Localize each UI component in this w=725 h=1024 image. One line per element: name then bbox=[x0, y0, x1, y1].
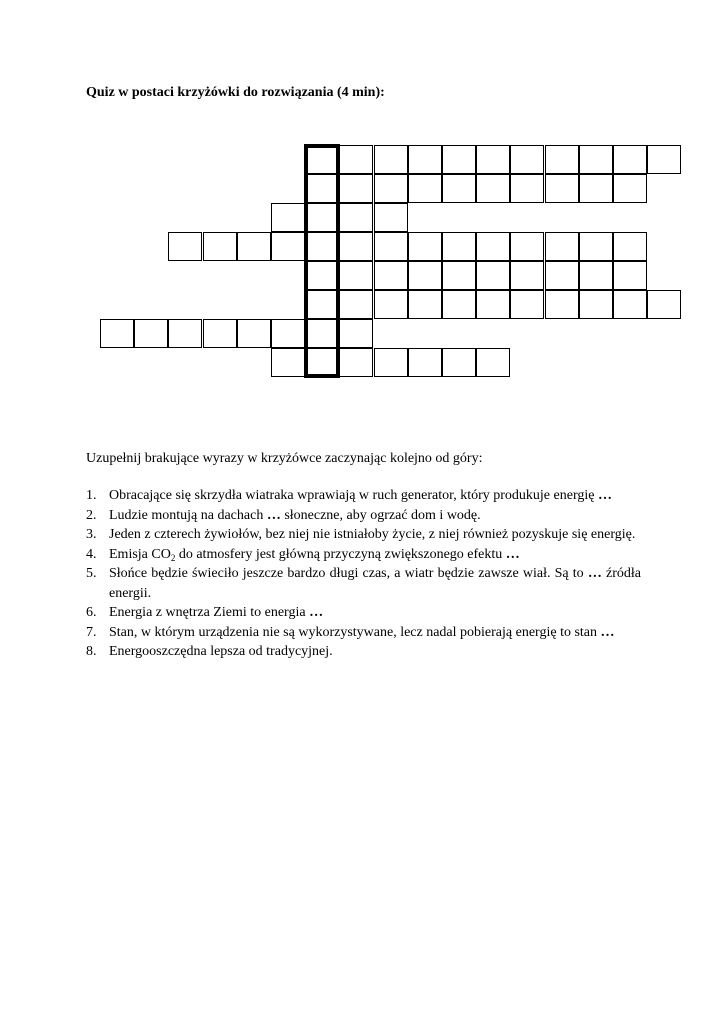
crossword-cell[interactable] bbox=[408, 145, 442, 174]
crossword-cell[interactable] bbox=[613, 261, 647, 290]
crossword-cell[interactable] bbox=[442, 290, 476, 319]
crossword-cell[interactable] bbox=[579, 145, 613, 174]
instruction-text: Uzupełnij brakujące wyrazy w krzyżówce zaczynając kolejno od góry: bbox=[86, 451, 483, 466]
crossword-cell[interactable] bbox=[203, 232, 237, 261]
crossword-cell[interactable] bbox=[271, 348, 305, 377]
crossword-cell[interactable] bbox=[237, 232, 271, 261]
crossword-cell[interactable] bbox=[579, 290, 613, 319]
crossword-cell[interactable] bbox=[476, 232, 510, 261]
crossword-cell[interactable] bbox=[613, 174, 647, 203]
crossword-cell[interactable] bbox=[510, 145, 544, 174]
crossword-cell[interactable] bbox=[203, 319, 237, 348]
crossword-cell[interactable] bbox=[271, 319, 305, 348]
crossword-cell[interactable] bbox=[613, 290, 647, 319]
crossword-cell[interactable] bbox=[408, 290, 442, 319]
clue-item: 5. Słońce będzie świeciło jeszcze bardzo długi czas, a wiatr będzie zawsze wiał. Są to … źródła energii. bbox=[86, 566, 642, 601]
crossword-cell[interactable] bbox=[476, 145, 510, 174]
crossword-cell[interactable] bbox=[510, 174, 544, 203]
crossword-grid bbox=[0, 0, 725, 420]
crossword-cell[interactable] bbox=[374, 261, 408, 290]
crossword-cell[interactable] bbox=[545, 174, 579, 203]
crossword-cell[interactable] bbox=[545, 145, 579, 174]
clue-item: 1. Obracające się skrzydła wiatraka wprawiają w ruch generator, który produkuje energię … bbox=[86, 488, 612, 503]
crossword-cell[interactable] bbox=[408, 261, 442, 290]
crossword-cell[interactable] bbox=[339, 290, 373, 319]
crossword-cell[interactable] bbox=[579, 261, 613, 290]
crossword-cell[interactable] bbox=[374, 145, 408, 174]
crossword-cell[interactable] bbox=[374, 232, 408, 261]
crossword-cell[interactable] bbox=[374, 348, 408, 377]
crossword-cell[interactable] bbox=[374, 203, 408, 232]
crossword-cell[interactable] bbox=[408, 174, 442, 203]
crossword-cell[interactable] bbox=[545, 261, 579, 290]
crossword-cell[interactable] bbox=[100, 319, 134, 348]
clue-item: 2. Ludzie montują na dachach … słoneczne, aby ogrzać dom i wodę. bbox=[86, 507, 481, 523]
crossword-cell[interactable] bbox=[237, 319, 271, 348]
crossword-cell[interactable] bbox=[476, 290, 510, 319]
crossword-cell[interactable] bbox=[510, 261, 544, 290]
crossword-cell[interactable] bbox=[339, 232, 373, 261]
clue-item: 8. Energooszczędna lepsza od tradycyjnej. bbox=[86, 644, 333, 659]
crossword-cell[interactable] bbox=[579, 174, 613, 203]
clue-item: 6. Energia z wnętrza Ziemi to energia … bbox=[86, 605, 324, 620]
crossword-cell[interactable] bbox=[442, 232, 476, 261]
crossword-cell[interactable] bbox=[134, 319, 168, 348]
crossword-cell[interactable] bbox=[408, 348, 442, 377]
crossword-cell[interactable] bbox=[545, 232, 579, 261]
crossword-cell[interactable] bbox=[442, 261, 476, 290]
crossword-cell[interactable] bbox=[442, 348, 476, 377]
crossword-cell[interactable] bbox=[442, 174, 476, 203]
clue-item: 7. Stan, w którym urządzenia nie są wykorzystywane, lecz nadal pobierają energię to stan … bbox=[86, 624, 615, 640]
crossword-cell[interactable] bbox=[408, 232, 442, 261]
crossword-cell[interactable] bbox=[613, 145, 647, 174]
clue-list bbox=[86, 486, 641, 662]
crossword-cell[interactable] bbox=[374, 290, 408, 319]
crossword-cell[interactable] bbox=[647, 145, 681, 174]
clue-item: 3. Jeden z czterech żywiołów, bez niej nie istniałoby życie, z niej również pozyskuje się energię. bbox=[86, 527, 636, 542]
crossword-cell[interactable] bbox=[339, 261, 373, 290]
crossword-cell[interactable] bbox=[476, 174, 510, 203]
crossword-cell[interactable] bbox=[374, 174, 408, 203]
key-column-highlight bbox=[304, 144, 340, 378]
crossword-cell[interactable] bbox=[442, 145, 476, 174]
clue-item: 4. Emisja $CO_2$ do atmosfery jest główną przyczyną zwiększonego efektu … bbox=[86, 546, 520, 563]
crossword-cell[interactable] bbox=[339, 174, 373, 203]
crossword-cell[interactable] bbox=[476, 348, 510, 377]
crossword-cell[interactable] bbox=[339, 319, 373, 348]
crossword-cell[interactable] bbox=[647, 290, 681, 319]
crossword-cell[interactable] bbox=[510, 232, 544, 261]
crossword-cell[interactable] bbox=[339, 348, 373, 377]
crossword-cell[interactable] bbox=[613, 232, 647, 261]
crossword-cell[interactable] bbox=[545, 290, 579, 319]
crossword-cell[interactable] bbox=[271, 203, 305, 232]
crossword-cell[interactable] bbox=[510, 290, 544, 319]
crossword-cell[interactable] bbox=[579, 232, 613, 261]
crossword-cell[interactable] bbox=[476, 261, 510, 290]
crossword-cell[interactable] bbox=[271, 232, 305, 261]
page-title: Quiz w postaci krzyżówki do rozwiązania (4 min): bbox=[86, 85, 385, 100]
crossword-cell[interactable] bbox=[168, 319, 202, 348]
crossword-cell[interactable] bbox=[168, 232, 202, 261]
crossword-cell[interactable] bbox=[339, 203, 373, 232]
crossword-cell[interactable] bbox=[339, 145, 373, 174]
